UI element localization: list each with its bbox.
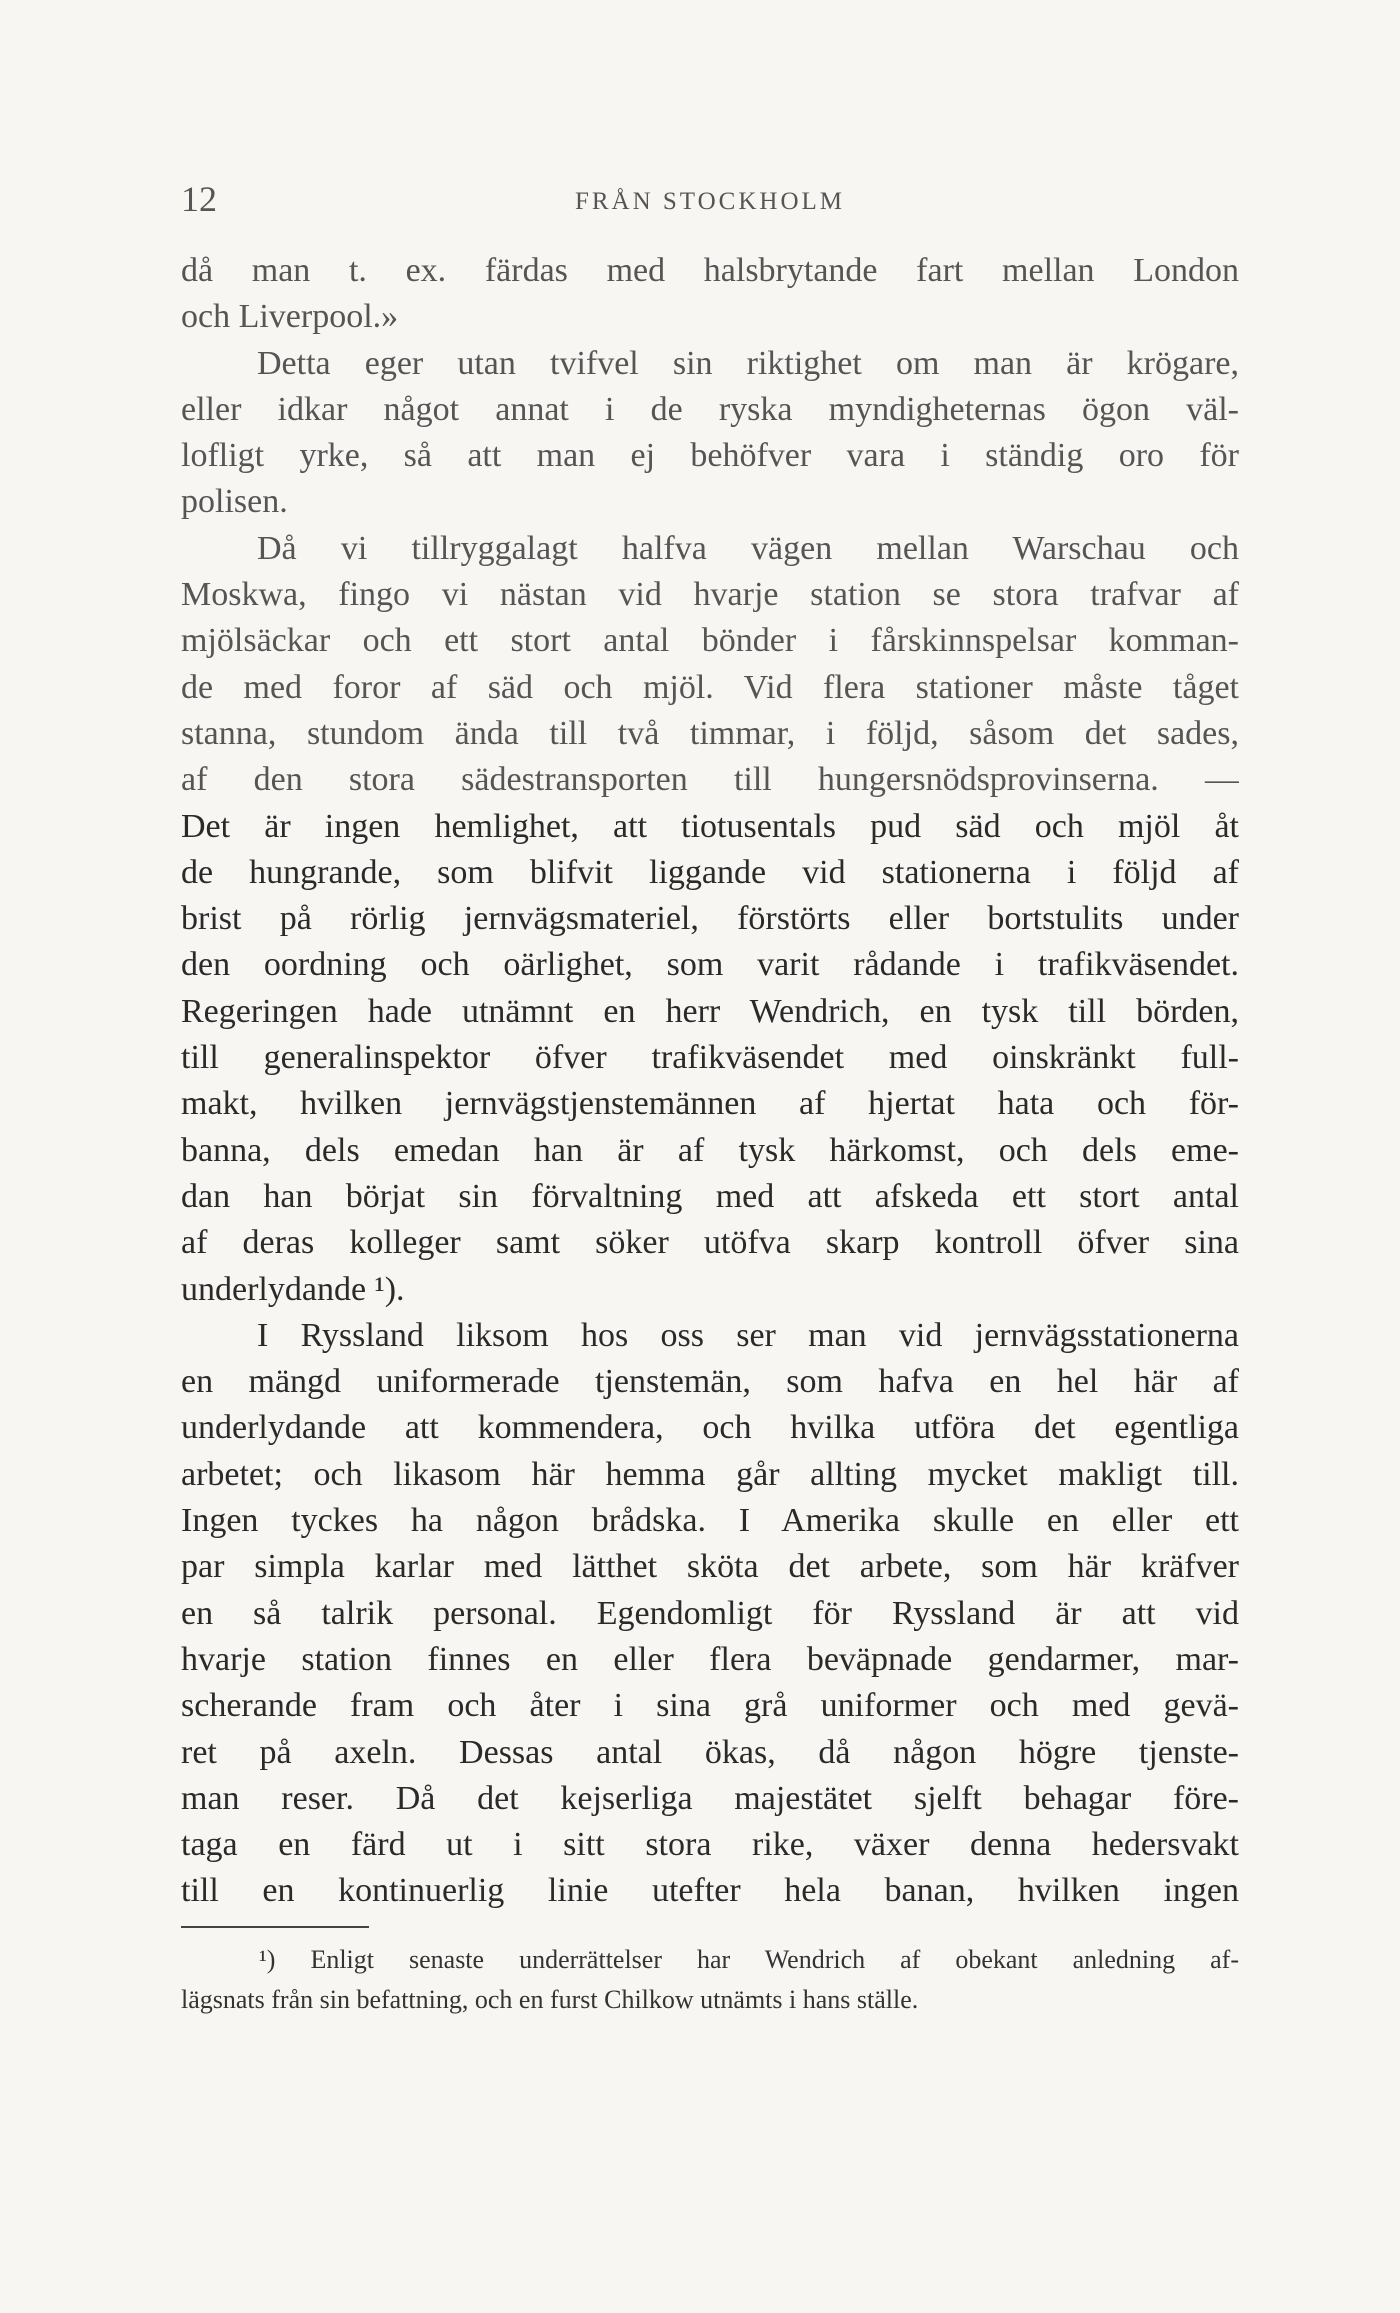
text-line: underlydande ¹). [181, 1270, 405, 1308]
text-line: I Ryssland liksom hos oss ser man vid jernvägsstationerna [257, 1316, 1239, 1354]
text-line: brist på rörlig jernvägsmateriel, förstörts eller bortstulits under [181, 900, 1239, 938]
text-line: Regeringen hade utnämnt en herr Wendrich, en tysk till börden, [181, 992, 1239, 1030]
text-line: en mängd uniformerade tjenstemän, som hafva en hel här af [181, 1363, 1239, 1401]
text-line: hvarje station finnes en eller flera beväpnade gendarmer, mar- [181, 1640, 1239, 1678]
text-line: till generalinspektor öfver trafikväsendet med oinskränkt full- [181, 1039, 1239, 1077]
text-line: par simpla karlar med lätthet sköta det arbete, som här kräfver [181, 1548, 1239, 1586]
text-line: makt, hvilken jernvägstjenstemännen af hjertat hata och för- [181, 1085, 1239, 1123]
running-title: FRÅN STOCKHOLM [574, 188, 846, 215]
text-line: de med foror af säd och mjöl. Vid flera stationer måste tåget [181, 668, 1239, 706]
text-line: taga en färd ut i sitt stora rike, växer denna hedersvakt [181, 1826, 1239, 1864]
text-line: eller idkar något annat i de ryska myndigheternas ögon väl- [181, 390, 1239, 428]
text-line: stanna, stundom ända till två timmar, i följd, såsom det sades, [181, 714, 1239, 752]
text-line: dan han börjat sin förvaltning med att afskeda ett stort antal [181, 1177, 1239, 1215]
text-line: lofligt yrke, så att man ej behöfver vara i ständig oro för [181, 437, 1239, 475]
text-line: arbetet; och likasom här hemma går allting mycket makligt till. [181, 1455, 1239, 1493]
footnote-divider [181, 1926, 369, 1928]
footnote-line: ¹) Enligt senaste underrättelser har Wendrich af obekant anledning af- [259, 1945, 1239, 1974]
text-line: underlydande att kommendera, och hvilka utföra det egentliga [181, 1409, 1239, 1447]
text-line: scherande fram och åter i sina grå uniformer och med gevä- [181, 1687, 1239, 1725]
text-line: den oordning och oärlighet, som varit rådande i trafikväsendet. [181, 946, 1239, 984]
text-line: Moskwa, fingo vi nästan vid hvarje station se stora trafvar af [181, 576, 1239, 614]
footnote-line: lägsnats från sin befattning, och en furst Chilkow utnämts i hans ställe. [181, 1985, 919, 2014]
text-line: mjölsäckar och ett stort antal bönder i fårskinnspelsar komman- [181, 622, 1239, 660]
body-text [181, 248, 1239, 1915]
page-number: 12 [181, 179, 217, 219]
text-line: Detta eger utan tvifvel sin riktighet om man är krögare, [257, 344, 1239, 382]
text-line: man reser. Då det kejserliga majestätet sjelft behagar före- [181, 1779, 1239, 1817]
text-line: banna, dels emedan han är af tysk härkomst, och dels eme- [181, 1131, 1239, 1169]
text-line: och Liverpool.» [181, 298, 399, 336]
text-line: de hungrande, som blifvit liggande vid stationerna i följd af [181, 853, 1239, 891]
text-line: Ingen tyckes ha någon brådska. I Amerika skulle en eller ett [181, 1502, 1239, 1540]
page-header [181, 178, 1239, 228]
text-line: då man t. ex. färdas med halsbrytande fart mellan London [181, 252, 1239, 289]
text-line: polisen. [181, 483, 288, 521]
text-line: af deras kolleger samt söker utöfva skarp kontroll öfver sina [181, 1224, 1239, 1262]
text-line: af den stora sädestransporten till hungersnödsprovinserna. — [181, 761, 1239, 799]
text-line: Det är ingen hemlighet, att tiotusentals pud säd och mjöl åt [181, 807, 1239, 845]
text-line: en så talrik personal. Egendomligt för Ryssland är att vid [181, 1594, 1239, 1632]
text-line: till en kontinuerlig linie utefter hela banan, hvilken ingen [181, 1872, 1239, 1910]
text-line: ret på axeln. Dessas antal ökas, då någon högre tjenste- [181, 1733, 1239, 1771]
footnote [181, 1940, 1239, 2020]
text-line: Då vi tillryggalagt halfva vägen mellan Warschau och [257, 529, 1239, 567]
